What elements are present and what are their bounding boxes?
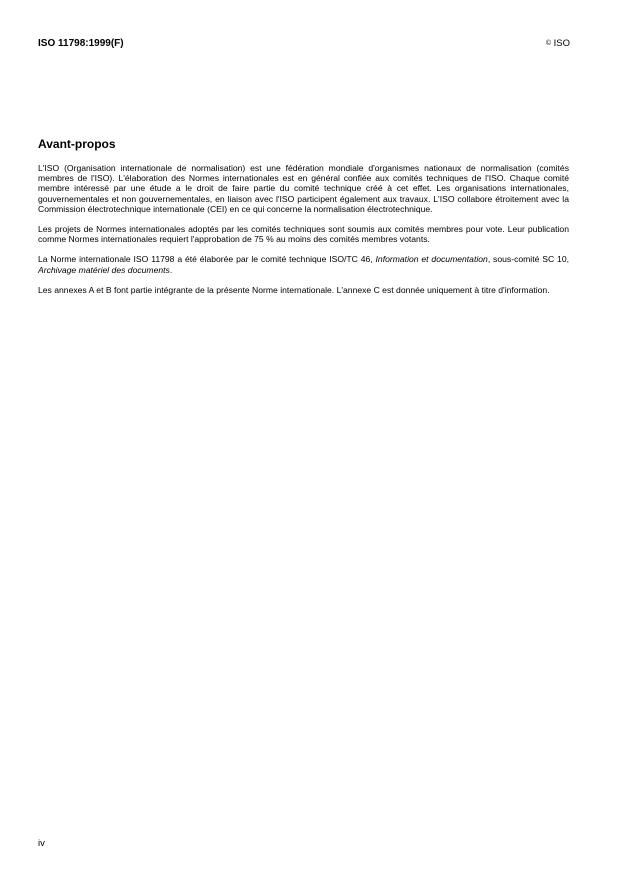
copyright-owner: ISO [553, 38, 570, 49]
paragraph-voting: Les projets de Normes internationales adoptés par les comités techniques sont soumis aux comités membres pour vote. Leur publication comme Normes internationales requiert l'approbation de 75 % au moins des comités membres votants. [38, 224, 569, 245]
paragraph-preparation-part2: , sous-comité SC 10, [487, 254, 569, 265]
subcommittee-name: Archivage matériel des documents [38, 264, 170, 275]
copyright-symbol: © [545, 40, 551, 47]
foreword-body [38, 163, 569, 305]
paragraph-preparation-part1: La Norme internationale ISO 11798 a été élaborée par le comité technique ISO/TC 46, [38, 254, 376, 265]
page-number: iv [38, 838, 45, 849]
paragraph-preparation [38, 254, 569, 274]
paragraph-annexes: Les annexes A et B font partie intégrante de la présente Norme internationale. L'annexe C est donnée uniquement à titre d'information. [38, 284, 550, 295]
copyright-notice [546, 38, 570, 49]
paragraph-iso-organisation: L'ISO (Organisation internationale de normalisation) est une fédération mondiale d'organismes nationaux de normalisation (comités membres de l'ISO). L'élaboration des Normes internationales est en général confiée aux comités techniques de l'ISO. Chaque comité membre intéressé par une étude a le droit de faire partie du comité technique créé à cet effet. Les organisations internationales, gouvernementales et non gouvernementales, en liaison avec l'ISO participent également aux travaux. L'ISO collabore étroitement avec la Commission électrotechnique internationale (CEI) en ce qui concerne la normalisation électrotechnique. [38, 163, 569, 214]
section-title: Avant-propos [38, 137, 116, 151]
document-id: ISO 11798:1999(F) [38, 38, 124, 49]
committee-name: Information et documentation [375, 254, 488, 265]
paragraph-preparation-part3: . [169, 264, 173, 275]
